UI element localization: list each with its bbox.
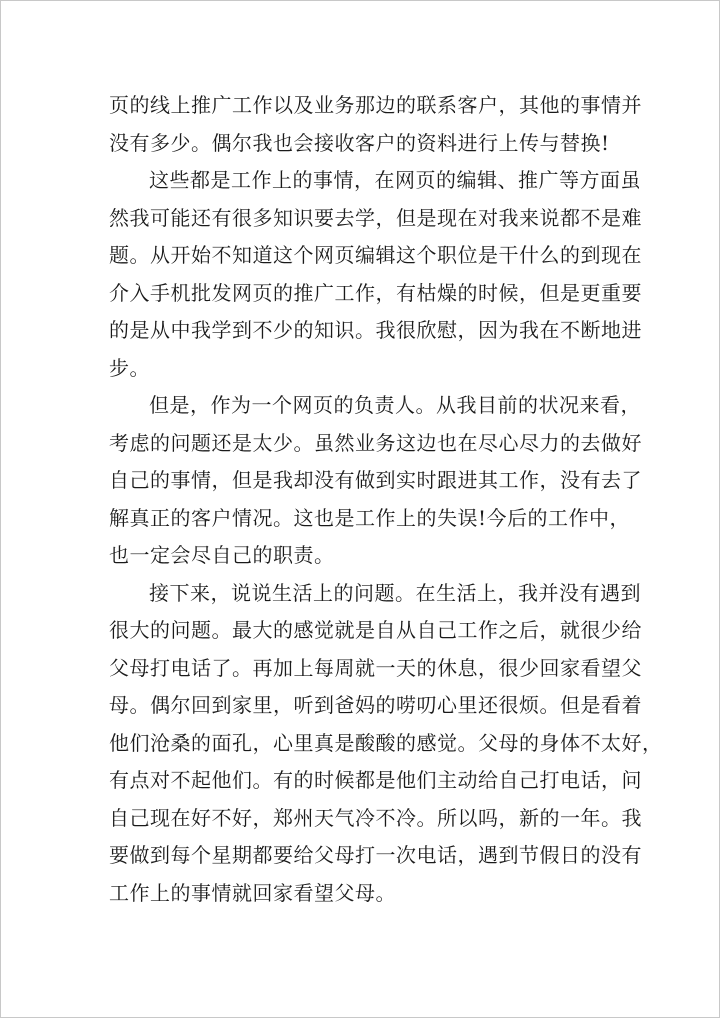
- document-body: [109, 87, 663, 912]
- text-line: 然我可能还有很多知识要去学，但是现在对我来说都不是难: [109, 205, 642, 230]
- text-line: 有点对不起他们。有的时候都是他们主动给自己打电话，问: [109, 768, 642, 792]
- text-line: 要做到每个星期都要给父母打一次电话，遇到节假日的没有: [109, 843, 642, 867]
- text-line: 工作上的事情就回家看望父母。: [109, 880, 396, 905]
- paragraph-start-line: 但是，作为一个网页的负责人。从我目前的状况来看，: [149, 393, 641, 417]
- text-line: 自己现在好不好，郑州天气冷不冷。所以吗，新的一年。我: [109, 805, 642, 830]
- text-line: 自己的事情，但是我却没有做到实时跟进其工作，没有去了: [109, 468, 642, 492]
- paragraph-start-line: 接下来，说说生活上的问题。在生活上，我并没有遇到: [149, 580, 641, 605]
- text-line: 页的线上推广工作以及业务那边的联系客户，其他的事情并: [109, 93, 642, 117]
- text-line: 解真正的客户情况。这也是工作上的失误!今后的工作中，: [109, 505, 631, 530]
- text-line: 的是从中我学到不少的知识。我很欣慰，因为我在不断地进: [109, 318, 642, 342]
- paragraph-start-line: 这些都是工作上的事情，在网页的编辑、推广等方面虽: [149, 168, 641, 192]
- text-line: 父母打电话了。再加上每周就一天的休息，很少回家看望父: [109, 655, 642, 680]
- text-line: 很大的问题。最大的感觉就是自从自己工作之后，就很少给: [109, 618, 642, 642]
- text-line: 他们沧桑的面孔，心里真是酸酸的感觉。父母的身体不太好，: [109, 730, 663, 755]
- text-line: 题。从开始不知道这个网页编辑这个职位是干什么的到现在: [109, 243, 642, 267]
- text-line: 考虑的问题还是太少。虽然业务这边也在尽心尽力的去做好: [109, 430, 642, 455]
- text-line: 也一定会尽自己的职责。: [109, 543, 335, 567]
- text-line: 母。偶尔回到家里，听到爸妈的唠叨心里还很烦。但是看着: [109, 693, 642, 717]
- text-line: 步。: [109, 355, 150, 380]
- text-line: 介入手机批发网页的推广工作，有枯燥的时候，但是更重要: [109, 280, 642, 305]
- text-line: 没有多少。偶尔我也会接收客户的资料进行上传与替换!: [109, 130, 610, 155]
